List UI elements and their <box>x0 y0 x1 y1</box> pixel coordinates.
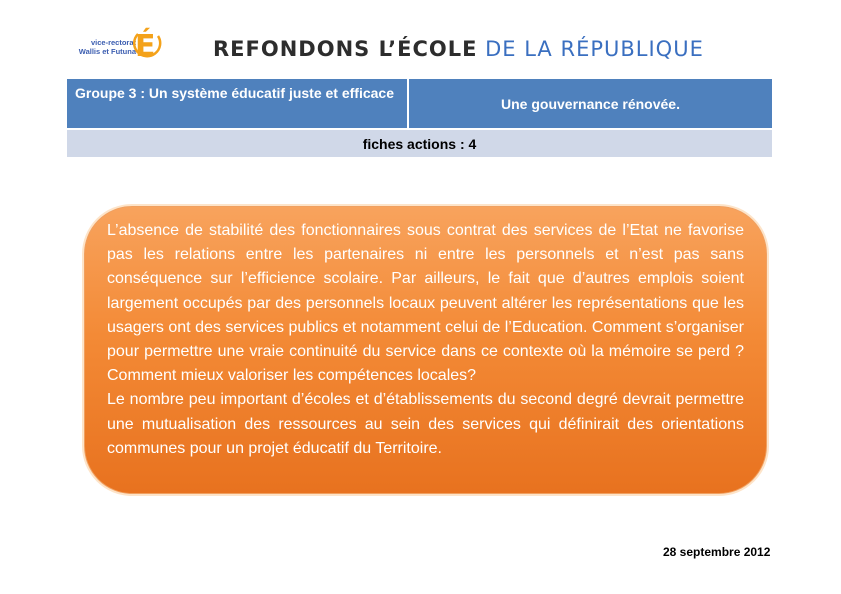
body-paragraph-2: Le nombre peu important d’écoles et d’établissements du second degré devrait permettre une mutualisation des ressources au sein des services qui définirait des orientations communes pour un projet éducatif du Territoire. <box>107 391 744 457</box>
title-part-1: REFONDONS L’ÉCOLE <box>213 37 478 61</box>
logo-line-2: Wallis et Futuna <box>78 47 136 56</box>
text-box <box>84 206 767 494</box>
vice-rectorat-logo <box>74 26 160 68</box>
page-title <box>213 37 704 61</box>
body-paragraph-1: L’absence de stabilité des fonctionnaires sous contrat des services de l’Etat ne favorise pas les relations entre les partenaires ni entre les personnels et n’est pas sans conséquence sur l’efficience scolaire. Par ailleurs, le fait que d’autres emplois soient largement occupés par des personnels locaux peuvent altérer les représentations que les usagers ont des services publics et notamment celui de l’Education. Comment s’organiser pour permettre une vraie continuité du service dans ce contexte où la mémoire se perd ? Comment mieux valoriser les compétences locales? <box>107 222 744 385</box>
logo-e-emblem <box>132 26 162 66</box>
footer-date: 28 septembre 2012 <box>663 545 771 559</box>
governance-cell: Une gouvernance rénovée. <box>409 79 772 128</box>
fiches-actions-cell: fiches actions : 4 <box>67 130 772 157</box>
logo-line-1: vice-rectorat <box>90 38 136 47</box>
group-cell: Groupe 3 : Un système éducatif juste et efficace <box>67 79 407 128</box>
logo-text <box>74 38 136 56</box>
logo-letter: É <box>135 29 156 64</box>
title-part-2: DE LA RÉPUBLIQUE <box>485 37 704 61</box>
